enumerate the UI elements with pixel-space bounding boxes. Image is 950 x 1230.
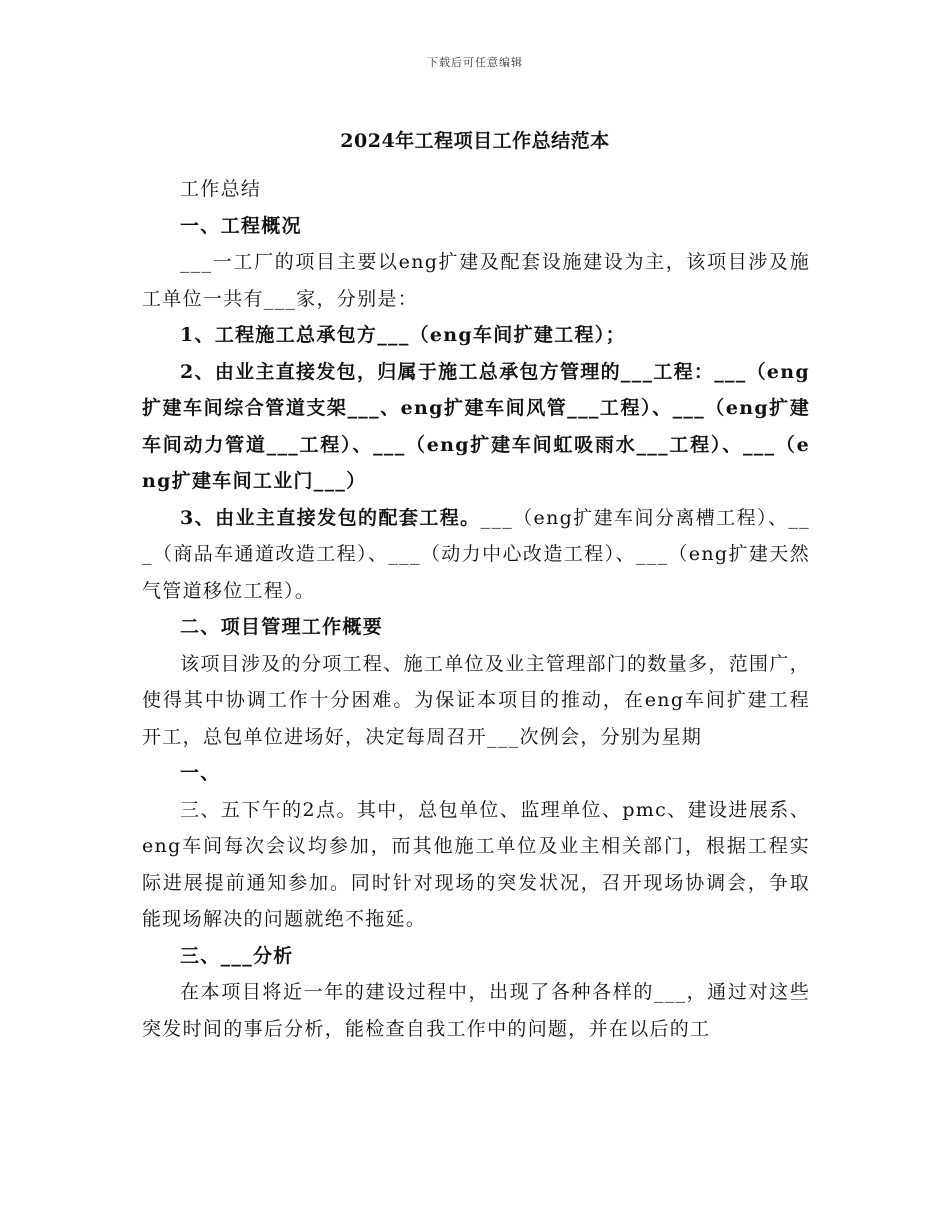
paragraph-weekday-one: 一、 [180, 762, 221, 784]
section-heading-overview: 一、工程概况 [180, 214, 302, 237]
document-title: 2024年工程项目工作总结范本 [340, 130, 610, 152]
section-heading-analysis: 三、___分析 [180, 944, 294, 967]
document-body [142, 171, 810, 1047]
paragraph-management-1: 该项目涉及的分项工程、施工单位及业主管理部门的数量多，范围广，使得其中协调工作十分困难。为保证本项目的推动，在eng车间扩建工程开工，总包单位进场好，决定每周召开___次例会，分别为星期 [142, 652, 810, 748]
list-item-general-contractor: 1、工程施工总承包方___（eng车间扩建工程）； [180, 324, 626, 346]
section-heading-management: 二、项目管理工作概要 [180, 616, 384, 638]
list-item-owner-contracted: 2、由业主直接发包，归属于施工总承包方管理的___工程：___（eng扩建车间综合管道支架___、eng扩建车间风管___工程）、___（eng扩建车间动力管道___工程）、___（eng扩建车间虹吸雨水___工程）、___（eng扩建车间工业门___） [142, 360, 810, 492]
list-item-supporting-lead: 3、由业主直接发包的配套工程。 [180, 506, 481, 529]
paragraph-summary-label: 工作总结 [180, 178, 262, 200]
paragraph-management-2: 三、五下午的2点。其中，总包单位、监理单位、pmc、建设进展系、eng车间每次会议均参加，而其他施工单位及业主相关部门，根据工程实际进展提前通知参加。同时针对现场的突发状况，召开现场协调会，争取能现场解决的问题就绝不拖延。 [142, 798, 810, 930]
list-item-supporting-projects [142, 500, 810, 610]
page-header-note: 下载后可任意编辑 [427, 56, 523, 69]
list-item-supporting-text: ___（eng扩建车间分离槽工程）、___（商品车通道改造工程）、___（动力中心改造工程）、___（eng扩建天然气管道移位工程）。 [142, 506, 810, 602]
paragraph-overview: ___一工厂的项目主要以eng扩建及配套设施建设为主，该项目涉及施工单位一共有___家，分别是： [142, 251, 810, 310]
paragraph-analysis: 在本项目将近一年的建设过程中，出现了各种各样的___，通过对这些突发时间的事后分析，能检查自我工作中的问题，并在以后的工 [142, 981, 810, 1040]
